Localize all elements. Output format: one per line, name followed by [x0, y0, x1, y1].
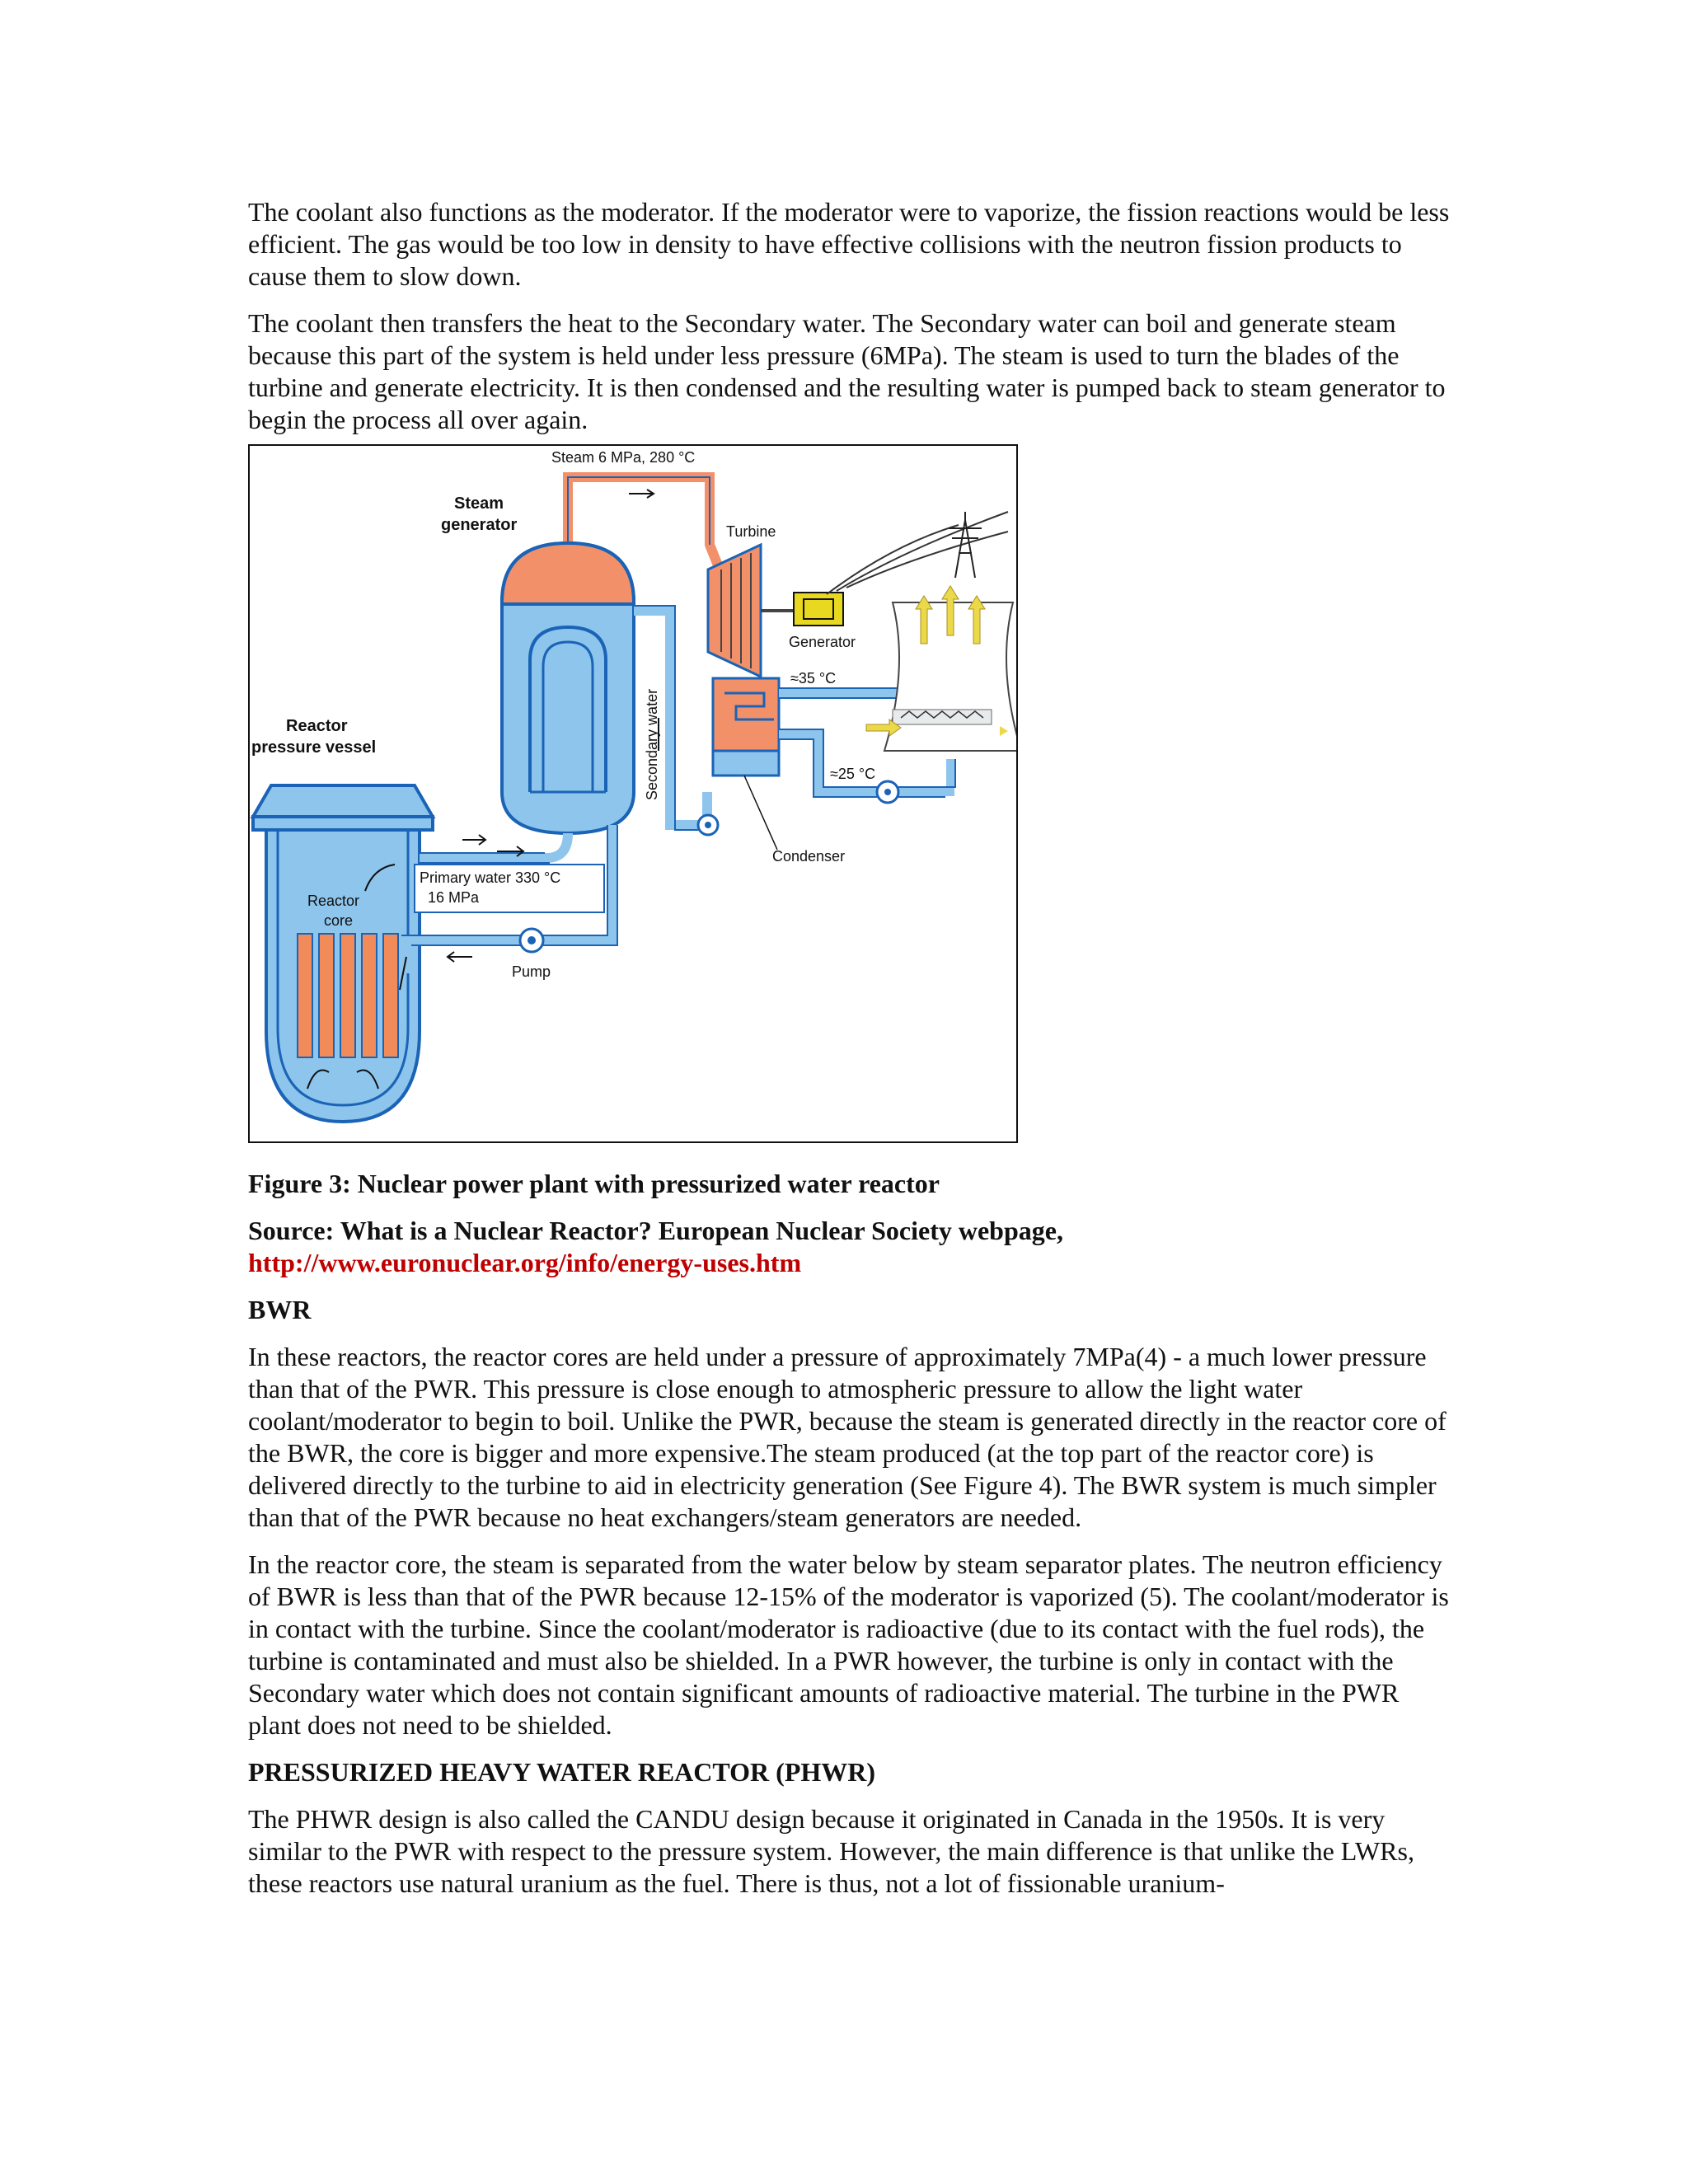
primary-water-label-1: Primary water 330 °C	[420, 869, 561, 886]
steam-generator-label-1: Steam	[454, 494, 504, 513]
temp-25-label: ≈25 °C	[830, 766, 876, 782]
condenser	[713, 678, 779, 776]
generator-label: Generator	[789, 634, 856, 650]
heading-bwr: BWR	[248, 1295, 312, 1324]
document-page	[248, 196, 1451, 1915]
paragraph-bwr-2: In the reactor core, the steam is separated from the water below by steam separator plates. The neutron efficiency of BWR is less than that of the PWR because 12-15% of the moderator is vaporized (5). The coolant/moderator is in contact with the turbine. Since the coolant/moderator is radioactive (due to its contact with the fuel rods), the turbine is contaminated and must also be shielded. In a PWR however, the turbine is only in contact with the Secondary water which does not contain significant amounts of radioactive material. The turbine in the PWR plant does not need to be shielded.	[248, 1549, 1449, 1740]
steam-plume-icon	[916, 586, 985, 644]
primary-hot-leg	[420, 833, 568, 858]
paragraph-secondary-water: The coolant then transfers the heat to the Secondary water. The Secondary water can boil and generate steam because this part of the system is held under less pressure (6MPa). The steam is used to turn the blades of the turbine and generate electricity. It is then condensed and the resulting water is pumped back to steam generator to begin the process all over again.	[248, 308, 1446, 434]
pwr-diagram-svg	[250, 446, 1016, 1141]
reactor-core-label-2: core	[324, 912, 354, 929]
figure-source-link[interactable]: http://www.euronuclear.org/info/energy-uses.htm	[248, 1248, 802, 1277]
power-line-tower-icon	[827, 512, 1008, 594]
reactor-vessel-label-2: pressure vessel	[251, 738, 377, 757]
condenser-label: Condenser	[772, 848, 846, 865]
paragraph-bwr-1: In these reactors, the reactor cores are held under a pressure of approximately 7MPa(4) - a much lower pressure than that of the PWR. This pressure is close enough to atmospheric pressure to allow the light water coolant/moderator to begin to boil. Unlike the PWR, because the steam is generated directly in the reactor core of the BWR, the core is bigger and more expensive.The steam produced (at the top part of the reactor core) is delivered directly to the turbine to aid in electricity generation (See Figure 4). The BWR system is much simpler than that of the PWR because no heat exchangers/steam generators are needed.	[248, 1342, 1447, 1532]
turbine-label: Turbine	[726, 523, 776, 540]
steam-generator-label-2: generator	[441, 516, 518, 534]
paragraph-coolant-moderator: The coolant also functions as the moderator. If the moderator were to vaporize, the fission reactions would be less efficient. The gas would be too low in density to have effective collisions with the neutron fission products to cause them to slow down.	[248, 197, 1450, 291]
primary-water-label-2: 16 MPa	[428, 889, 480, 906]
reactor-vessel-label-1: Reactor	[286, 717, 348, 735]
figure-caption: Figure 3: Nuclear power plant with pressurized water reactor	[248, 1169, 940, 1198]
reactor-core-label-1: Reactor	[307, 893, 360, 909]
heading-phwr: PRESSURIZED HEAVY WATER REACTOR (PHWR)	[248, 1757, 876, 1787]
turbine	[708, 545, 794, 677]
secondary-water-label: Secondary water	[644, 688, 660, 800]
paragraph-phwr-1: The PHWR design is also called the CANDU design because it originated in Canada in the 1950s. It is very similar to the PWR with respect to the pressure system. However, the main difference is that unlike the LWRs, these reactors use natural uranium as the fuel. There is thus, not a lot of fissionable uranium-	[248, 1804, 1414, 1898]
temp-35-label: ≈35 °C	[790, 670, 837, 687]
pump-label: Pump	[512, 963, 551, 980]
pwr-diagram	[248, 444, 1018, 1143]
steam-label: Steam 6 MPa, 280 °C	[551, 449, 696, 466]
figure-source	[248, 1215, 1451, 1279]
fuel-rods	[298, 934, 398, 1057]
figure-source-text: Source: What is a Nuclear Reactor? European Nuclear Society webpage,	[248, 1216, 1063, 1245]
steam-generator	[502, 543, 634, 833]
steam-pipe-outline	[568, 477, 710, 553]
